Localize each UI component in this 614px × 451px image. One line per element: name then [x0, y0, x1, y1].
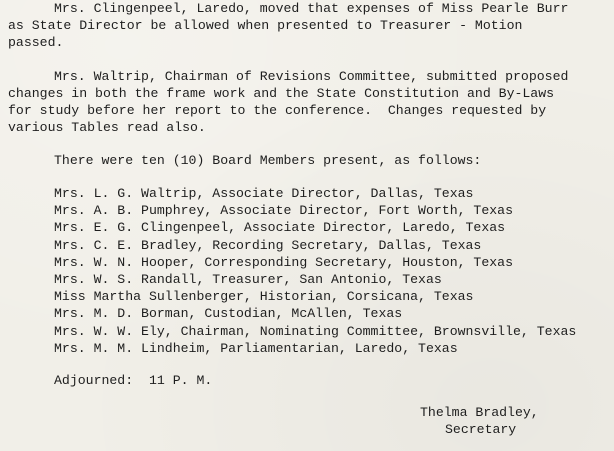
- board-member-item: Mrs. E. G. Clingenpeel, Associate Director, Laredo, Texas: [54, 220, 506, 236]
- adjourned-line: Adjourned: 11 P. M.: [54, 373, 213, 388]
- paragraph-revisions-line-3: for study before her report to the conference. Changes requested by: [8, 103, 547, 118]
- signature-name: Thelma Bradley,: [420, 405, 539, 420]
- signature-title: Secretary: [445, 422, 517, 437]
- board-member-item: Miss Martha Sullenberger, Historian, Corsicana, Texas: [54, 289, 474, 305]
- board-member-item: Mrs. M. D. Borman, Custodian, McAllen, Texas: [54, 306, 403, 322]
- board-members-list: [54, 185, 576, 357]
- paragraph-expenses-line-2: as State Director be allowed when presented to Treasurer - Motion: [8, 18, 523, 33]
- board-member-item: Mrs. W. N. Hooper, Corresponding Secretary, Houston, Texas: [54, 254, 513, 270]
- board-member-item: Mrs. C. E. Bradley, Recording Secretary, Dallas, Texas: [54, 237, 482, 253]
- board-members-header: There were ten (10) Board Members present, as follows:: [54, 153, 482, 168]
- board-member-item: Mrs. L. G. Waltrip, Associate Director, Dallas, Texas: [54, 186, 474, 201]
- board-member-item: Mrs. W. W. Ely, Chairman, Nominating Committee, Brownsville, Texas: [54, 323, 577, 339]
- board-member-item: Mrs. W. S. Randall, Treasurer, San Antonio, Texas: [54, 271, 442, 287]
- paragraph-revisions-line-1: Mrs. Waltrip, Chairman of Revisions Committee, submitted proposed: [54, 69, 569, 84]
- board-member-item: Mrs. A. B. Pumphrey, Associate Director, Fort Worth, Texas: [54, 203, 513, 219]
- paragraph-revisions-line-4: various Tables read also.: [8, 120, 206, 135]
- paragraph-expenses-line-3: passed.: [8, 35, 64, 50]
- board-member-item: Mrs. M. M. Lindheim, Parliamentarian, Laredo, Texas: [54, 340, 458, 356]
- paragraph-revisions-line-2: changes in both the frame work and the State Constitution and By-Laws: [8, 86, 555, 101]
- paragraph-expenses-line-1: Mrs. Clingenpeel, Laredo, moved that expenses of Miss Pearle Burr: [54, 1, 569, 16]
